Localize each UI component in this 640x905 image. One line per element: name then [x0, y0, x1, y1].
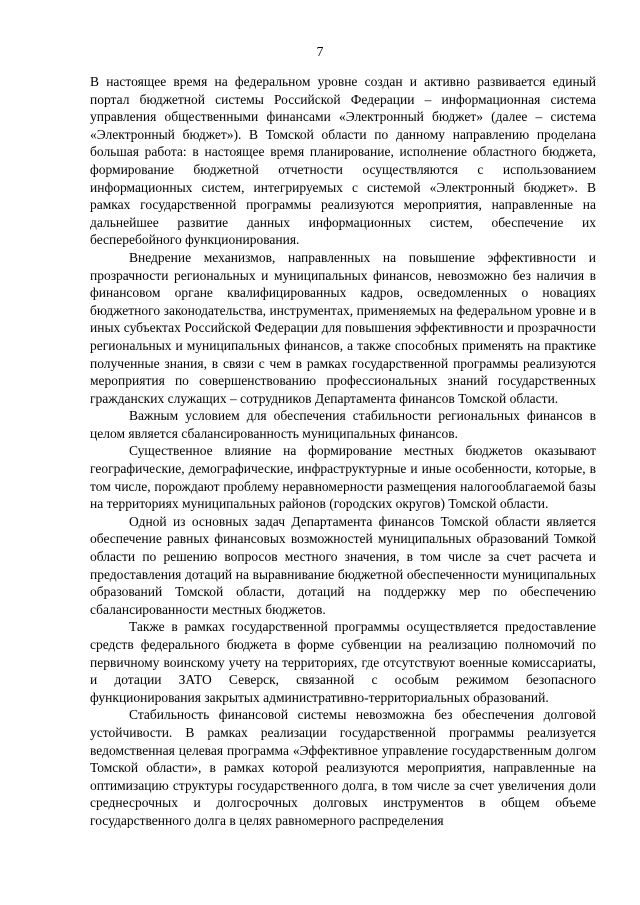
paragraph: Также в рамках государственной программы осуществляется предоставление средств федерального бюджета в форме субвенции на реализацию полномочий по первичному воинскому учету на территориях, где отсутствуют военные комиссариаты, и дотации ЗАТО Северск, связанной с особым режимом безопасного функционирования закрытых административно-территориальных образований.: [90, 619, 596, 705]
paragraph: Одной из основных задач Департамента финансов Томской области является обеспечение равных финансовых возможностей муниципальных образований Томкой области по решению вопросов местного значения, в том числе за счет расчета и предоставления дотаций на выравнивание бюджетной обеспеченности муниципальных образований Томской области, дотаций на поддержку мер по обеспечению сбалансированности местных бюджетов.: [90, 513, 596, 617]
paragraph: Важным условием для обеспечения стабильности региональных финансов в целом является сбалансированность муниципальных финансов.: [90, 408, 596, 441]
paragraph: В настоящее время на федеральном уровне создан и активно развивается единый портал бюджетной системы Российской Федерации – информационная система управления общественными финансами «Электронный бюджет» (далее – система «Электронный бюджет»). В Томской области по данному направлению проделана большая работа: в настоящее время планирование, исполнение областного бюджета, формирование бюджетной отчетности осуществляются с использованием информационных систем, интегрируемых с системой «Электронный бюджет». В рамках государственной программы реализуются мероприятия, направленные на дальнейшее развитие данных информационных систем, обеспечение их бесперебойного функционирования.: [90, 74, 596, 248]
paragraph: Стабильность финансовой системы невозможна без обеспечения долговой устойчивости. В рамках реализации государственной программы реализуется ведомственная целевая программа «Эффективное управление государственным долгом Томской области», в рамках которой реализуются мероприятия, направленные на оптимизацию структуры государственного долга, в том числе за счет увеличения доли среднесрочных и долгосрочных долговых инструментов в общем объеме государственного долга в целях равномерного распределения: [90, 707, 596, 828]
paragraph: Существенное влияние на формирование местных бюджетов оказывают географические, демографические, инфраструктурные и иные особенности, которые, в том числе, порождают проблему неравномерности размещения налогооблагаемой базы на территориях муниципальных районов (городских округов) Томской области.: [90, 443, 596, 512]
paragraph: Внедрение механизмов, направленных на повышение эффективности и прозрачности региональных и муниципальных финансов, невозможно без наличия в финансовом органе квалифицированных кадров, осведомленных о новациях бюджетного законодательства, инструментах, применяемых на федеральном уровне и в иных субъектах Российской Федерации для повышения эффективности и прозрачности региональных и муниципальных финансов, а также способных применять на практике полученные знания, в связи с чем в рамках государственной программы реализуются мероприятия по совершенствованию профессиональных знаний государственных гражданских служащих – сотрудников Департамента финансов Томской области.: [90, 249, 596, 406]
body-text: [90, 73, 596, 830]
page-number: 7: [316, 44, 324, 59]
